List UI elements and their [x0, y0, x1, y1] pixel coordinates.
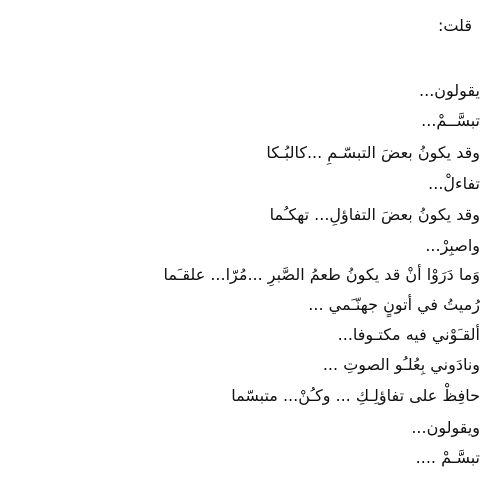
- poem-line: رُميتُ في أتونٍ جهنّـَمي ...: [308, 295, 480, 314]
- poem-line: حافِظْ على تفاؤلِـكِ ... وكـُنْ... متبسّما: [231, 386, 480, 405]
- poem-line: ونادَوني بِعُلـُو الصوتِ ...: [322, 355, 480, 374]
- poem-line: وَما دَرَوْا أنْ قد يكونُ طعمُ الصَّبرِ ...مُرّا... علقـَما: [163, 265, 480, 284]
- poem-line: ألقـَوْني فيه مكتـوفا...: [337, 325, 480, 344]
- poem-line: وقد يكونُ بعضَ التبسّـمِ ...كالبُـكا: [266, 143, 480, 162]
- poem-line: يقولون...: [419, 81, 480, 100]
- poem-line: وقد يكونُ بعضَ التفاؤلِ... تهكـُما: [269, 205, 480, 224]
- poem-line: ويقولون...: [411, 418, 480, 437]
- poem-line: تبسَّــمْ...: [421, 111, 480, 130]
- poem-line: تبسَّـمْ ....: [415, 448, 480, 467]
- poem-line: تفاءلْ...: [428, 174, 480, 193]
- poem-line: واصبِرْ...: [425, 236, 480, 255]
- poem-title: قلت:: [437, 16, 472, 35]
